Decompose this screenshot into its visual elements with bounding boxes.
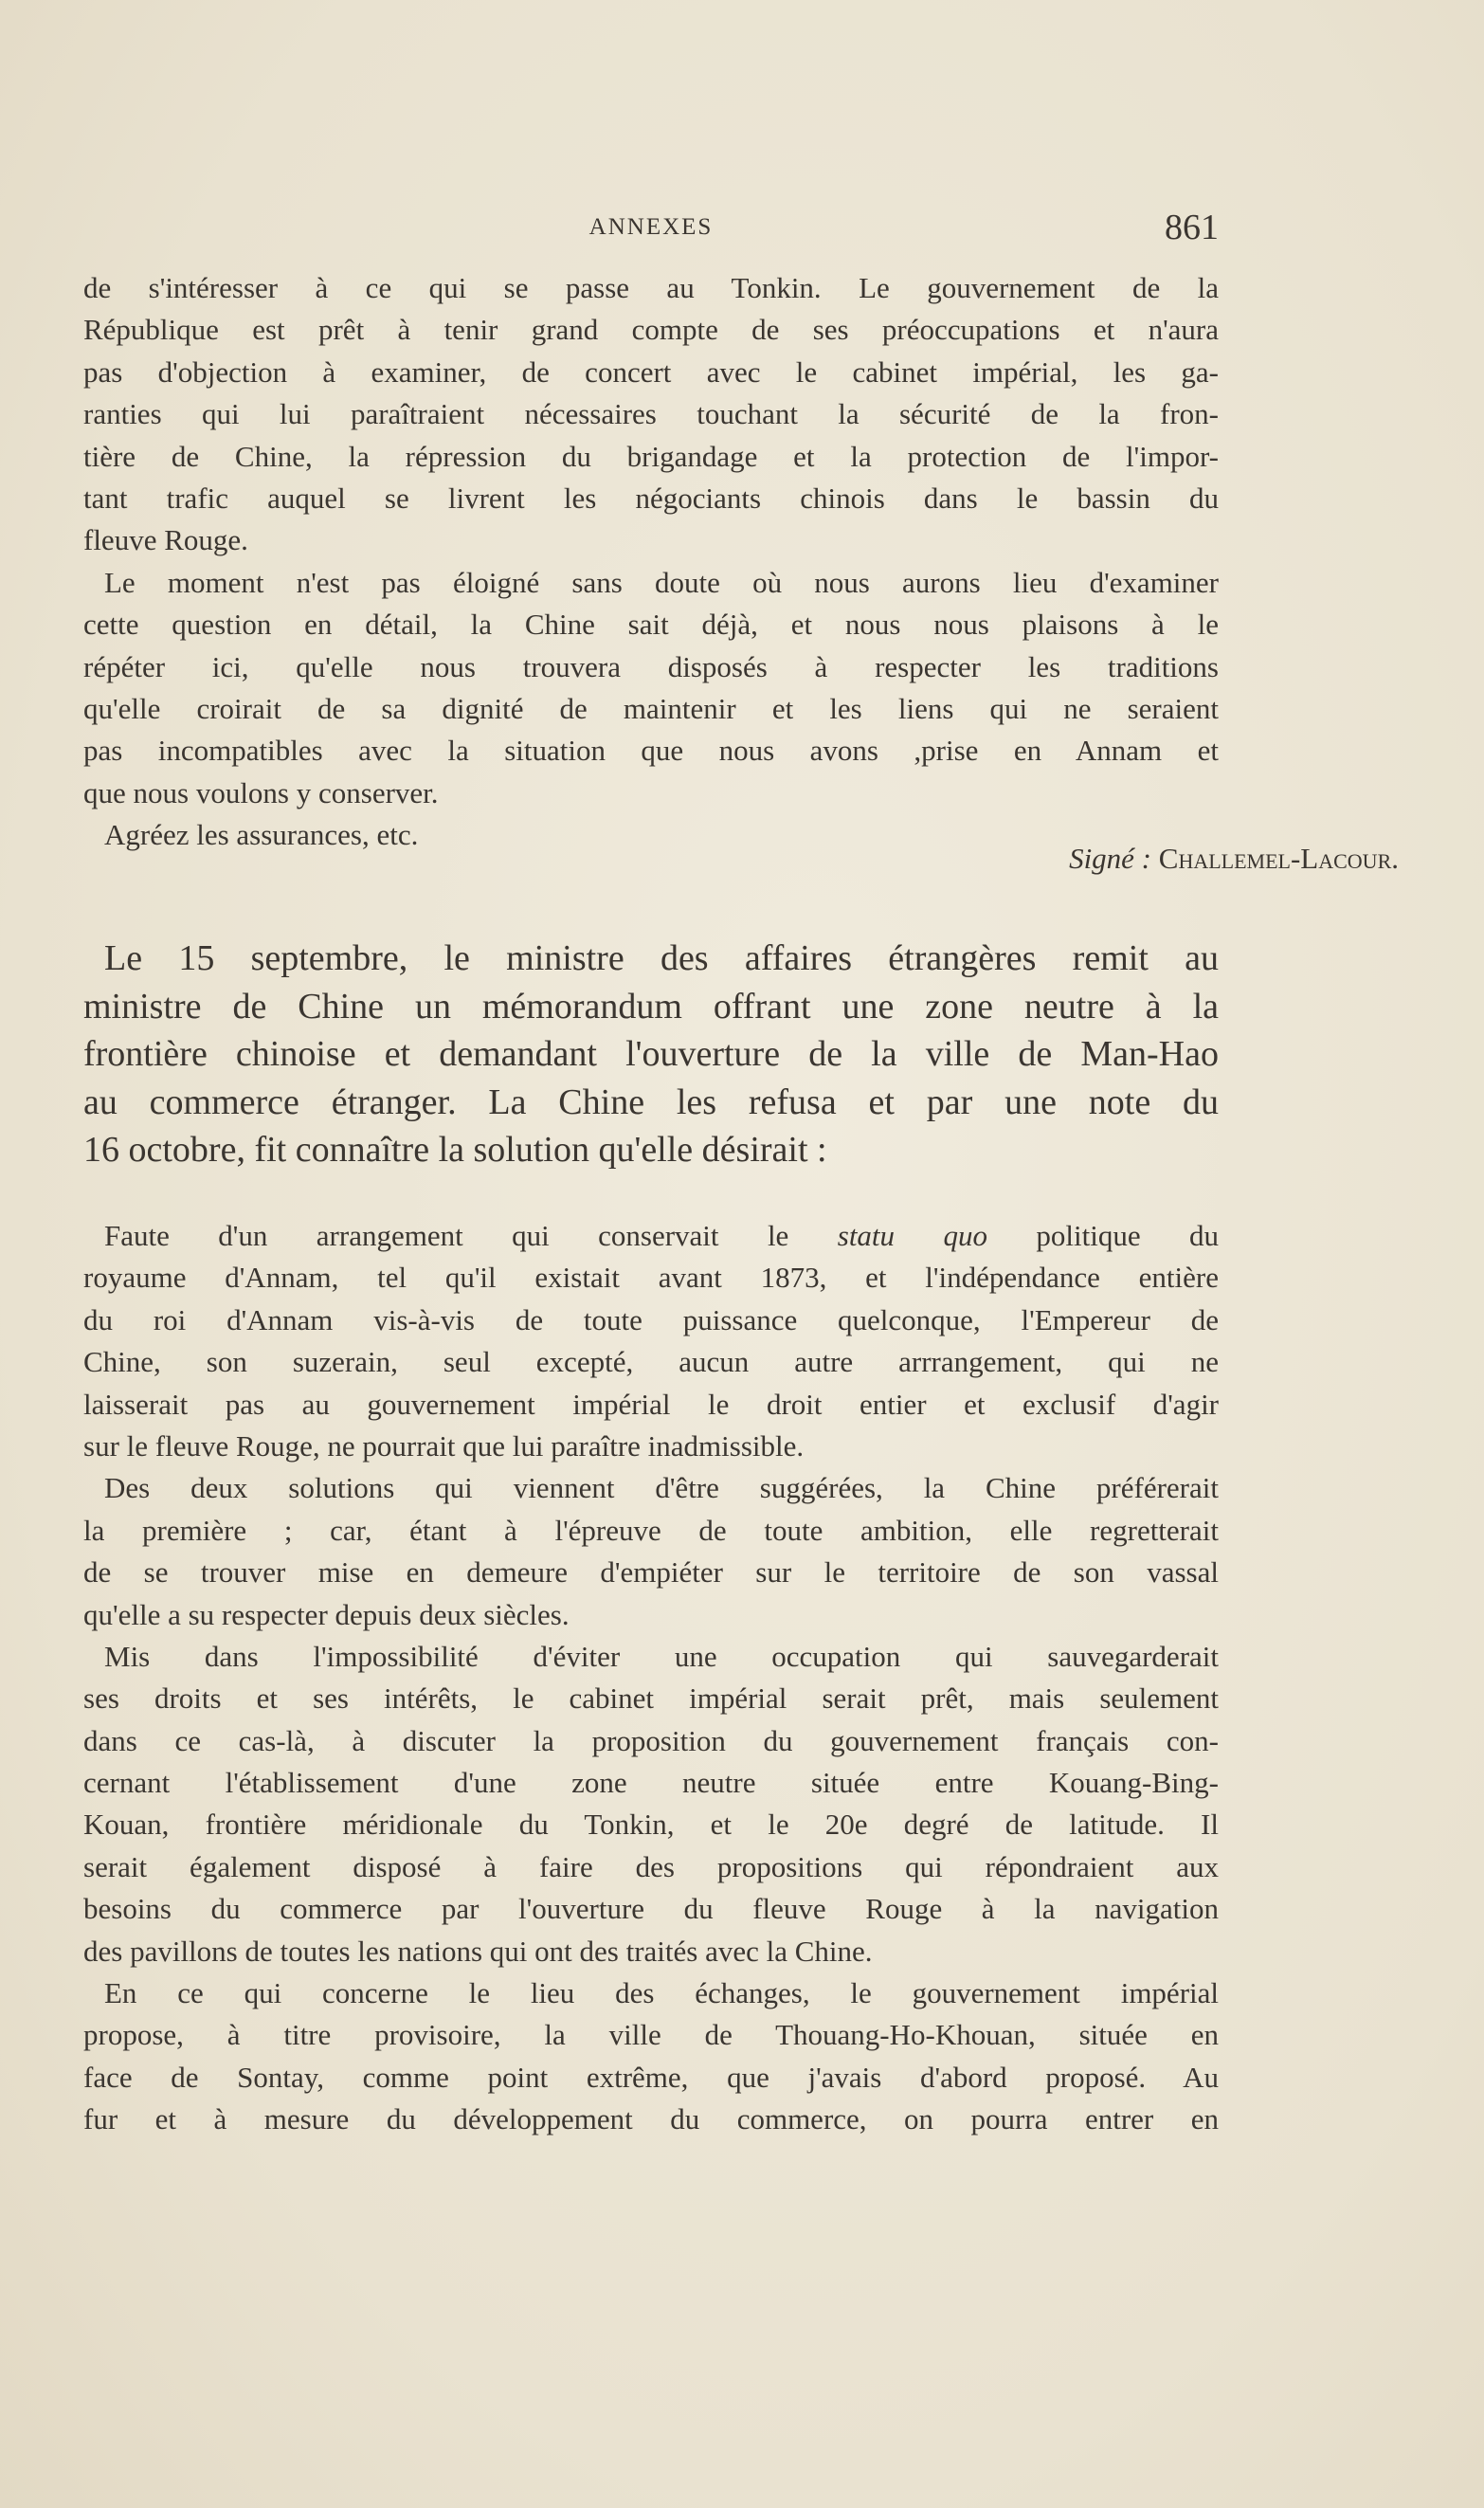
text-line: fleuve Rouge.	[83, 523, 248, 557]
text-line: 16 octobre, fit connaître la solution qu'elle désirait :	[83, 1130, 827, 1171]
text-line: frontière chinoise et demandant l'ouverture de la ville de Man-Hao	[83, 1034, 1219, 1075]
text-line: du roi d'Annam vis-à-vis de toute puissance quelconque, l'Empereur de	[83, 1302, 1219, 1336]
text-line: des pavillons de toutes les nations qui ont des traités avec la Chine.	[83, 1934, 873, 1968]
text-line: Agréez les assurances, etc.	[104, 818, 419, 852]
text-line: République est prêt à tenir grand compte de ses préoccupations et n'aura	[83, 313, 1219, 347]
text-line: ministre de Chine un mémorandum offrant une zone neutre à la	[83, 986, 1219, 1027]
text-line: pas incompatibles avec la situation que nous avons ,prise en Annam et	[83, 734, 1219, 768]
text-line: de s'intéresser à ce qui se passe au Tonkin. Le gouvernement de la	[83, 271, 1219, 304]
text-line: serait également disposé à faire des propositions qui répondraient aux	[83, 1849, 1219, 1883]
signature-label: Signé :	[1069, 842, 1152, 875]
text-line: au commerce étranger. La Chine les refusa et par une note du	[83, 1081, 1219, 1122]
text-line: tant trafic auquel se livrent les négociants chinois dans le bassin du	[83, 481, 1219, 515]
text-line: En ce qui concerne le lieu des échanges, le gouvernement impérial	[104, 1976, 1219, 2010]
text-line: sur le fleuve Rouge, ne pourrait que lui paraître inadmissible.	[83, 1428, 805, 1463]
text-segment: Faute d'un arrangement qui conservait le	[104, 1219, 789, 1252]
text-line: dans ce cas-là, à discuter la proposition du gouvernement français con-	[83, 1723, 1219, 1757]
text-line: cernant l'établissement d'une zone neutre située entre Kouang-Bing-	[83, 1766, 1219, 1800]
signature-name: Challemel-Lacour.	[1158, 842, 1399, 875]
text-line: royaume d'Annam, tel qu'il existait avant 1873, et l'indépendance entière	[83, 1261, 1219, 1295]
text-line: propose, à titre provisoire, la ville de Thouang-Ho-Khouan, située en	[83, 2018, 1219, 2052]
text-line: de se trouver mise en demeure d'empiéter sur le territoire de son vassal	[83, 1555, 1219, 1590]
text-line: fur et à mesure du développement du commerce, on pourra entrer en	[83, 2102, 1219, 2136]
text-line: face de Sontay, comme point extrême, que j'avais d'abord proposé. Au	[83, 2060, 1219, 2094]
text-line: qu'elle croirait de sa dignité de maintenir et les liens qui ne seraient	[83, 691, 1219, 725]
text-line: pas d'objection à examiner, de concert avec le cabinet impérial, les ga-	[83, 354, 1219, 389]
text-line: Kouan, frontière méridionale du Tonkin, et le 20e degré de latitude. Il	[83, 1808, 1219, 1842]
letter-text	[83, 267, 1219, 856]
text-line: laisserait pas au gouvernement impérial le droit entier et exclusif d'agir	[83, 1387, 1219, 1421]
text-line: Chine, son suzerain, seul excepté, aucun autre arrrangement, qui ne	[83, 1345, 1219, 1379]
narrative-paragraph	[83, 935, 1219, 1174]
text-line: besoins du commerce par l'ouverture du fleuve Rouge à la navigation	[83, 1892, 1219, 1926]
text-line	[83, 1215, 1219, 1257]
text-line: cette question en détail, la Chine sait déjà, et nous nous plaisons à le	[83, 608, 1219, 642]
chinese-note-text	[83, 1215, 1219, 2141]
text-line: la première ; car, étant à l'épreuve de toute ambition, elle regretterait	[83, 1513, 1219, 1547]
text-line: que nous voulons y conserver.	[83, 775, 439, 809]
text-line: ranties qui lui paraîtraient nécessaires touchant la sécurité de la fron-	[83, 397, 1219, 431]
italic-term: statu quo	[837, 1219, 987, 1252]
text-line: répéter ici, qu'elle nous trouvera disposés à respecter les traditions	[83, 649, 1219, 683]
page-number: 861	[1165, 208, 1219, 247]
text-line: ses droits et ses intérêts, le cabinet impérial serait prêt, mais seulement	[83, 1681, 1219, 1716]
running-header	[83, 207, 1219, 248]
text-line: Des deux solutions qui viennent d'être suggérées, la Chine préférerait	[104, 1471, 1219, 1505]
text-line: Le moment n'est pas éloigné sans doute où nous aurons lieu d'examiner	[104, 565, 1219, 599]
header-title: ANNEXES	[588, 214, 714, 240]
signature	[1069, 842, 1399, 876]
text-line: Le 15 septembre, le ministre des affaires étrangères remit au	[104, 938, 1219, 978]
text-segment: politique du	[1036, 1219, 1219, 1252]
text-line: Mis dans l'impossibilité d'éviter une occupation qui sauvegarderait	[104, 1639, 1219, 1673]
text-line: tière de Chine, la répression du brigandage et la protection de l'impor-	[83, 439, 1219, 473]
text-line: qu'elle a su respecter depuis deux siècles.	[83, 1597, 570, 1631]
